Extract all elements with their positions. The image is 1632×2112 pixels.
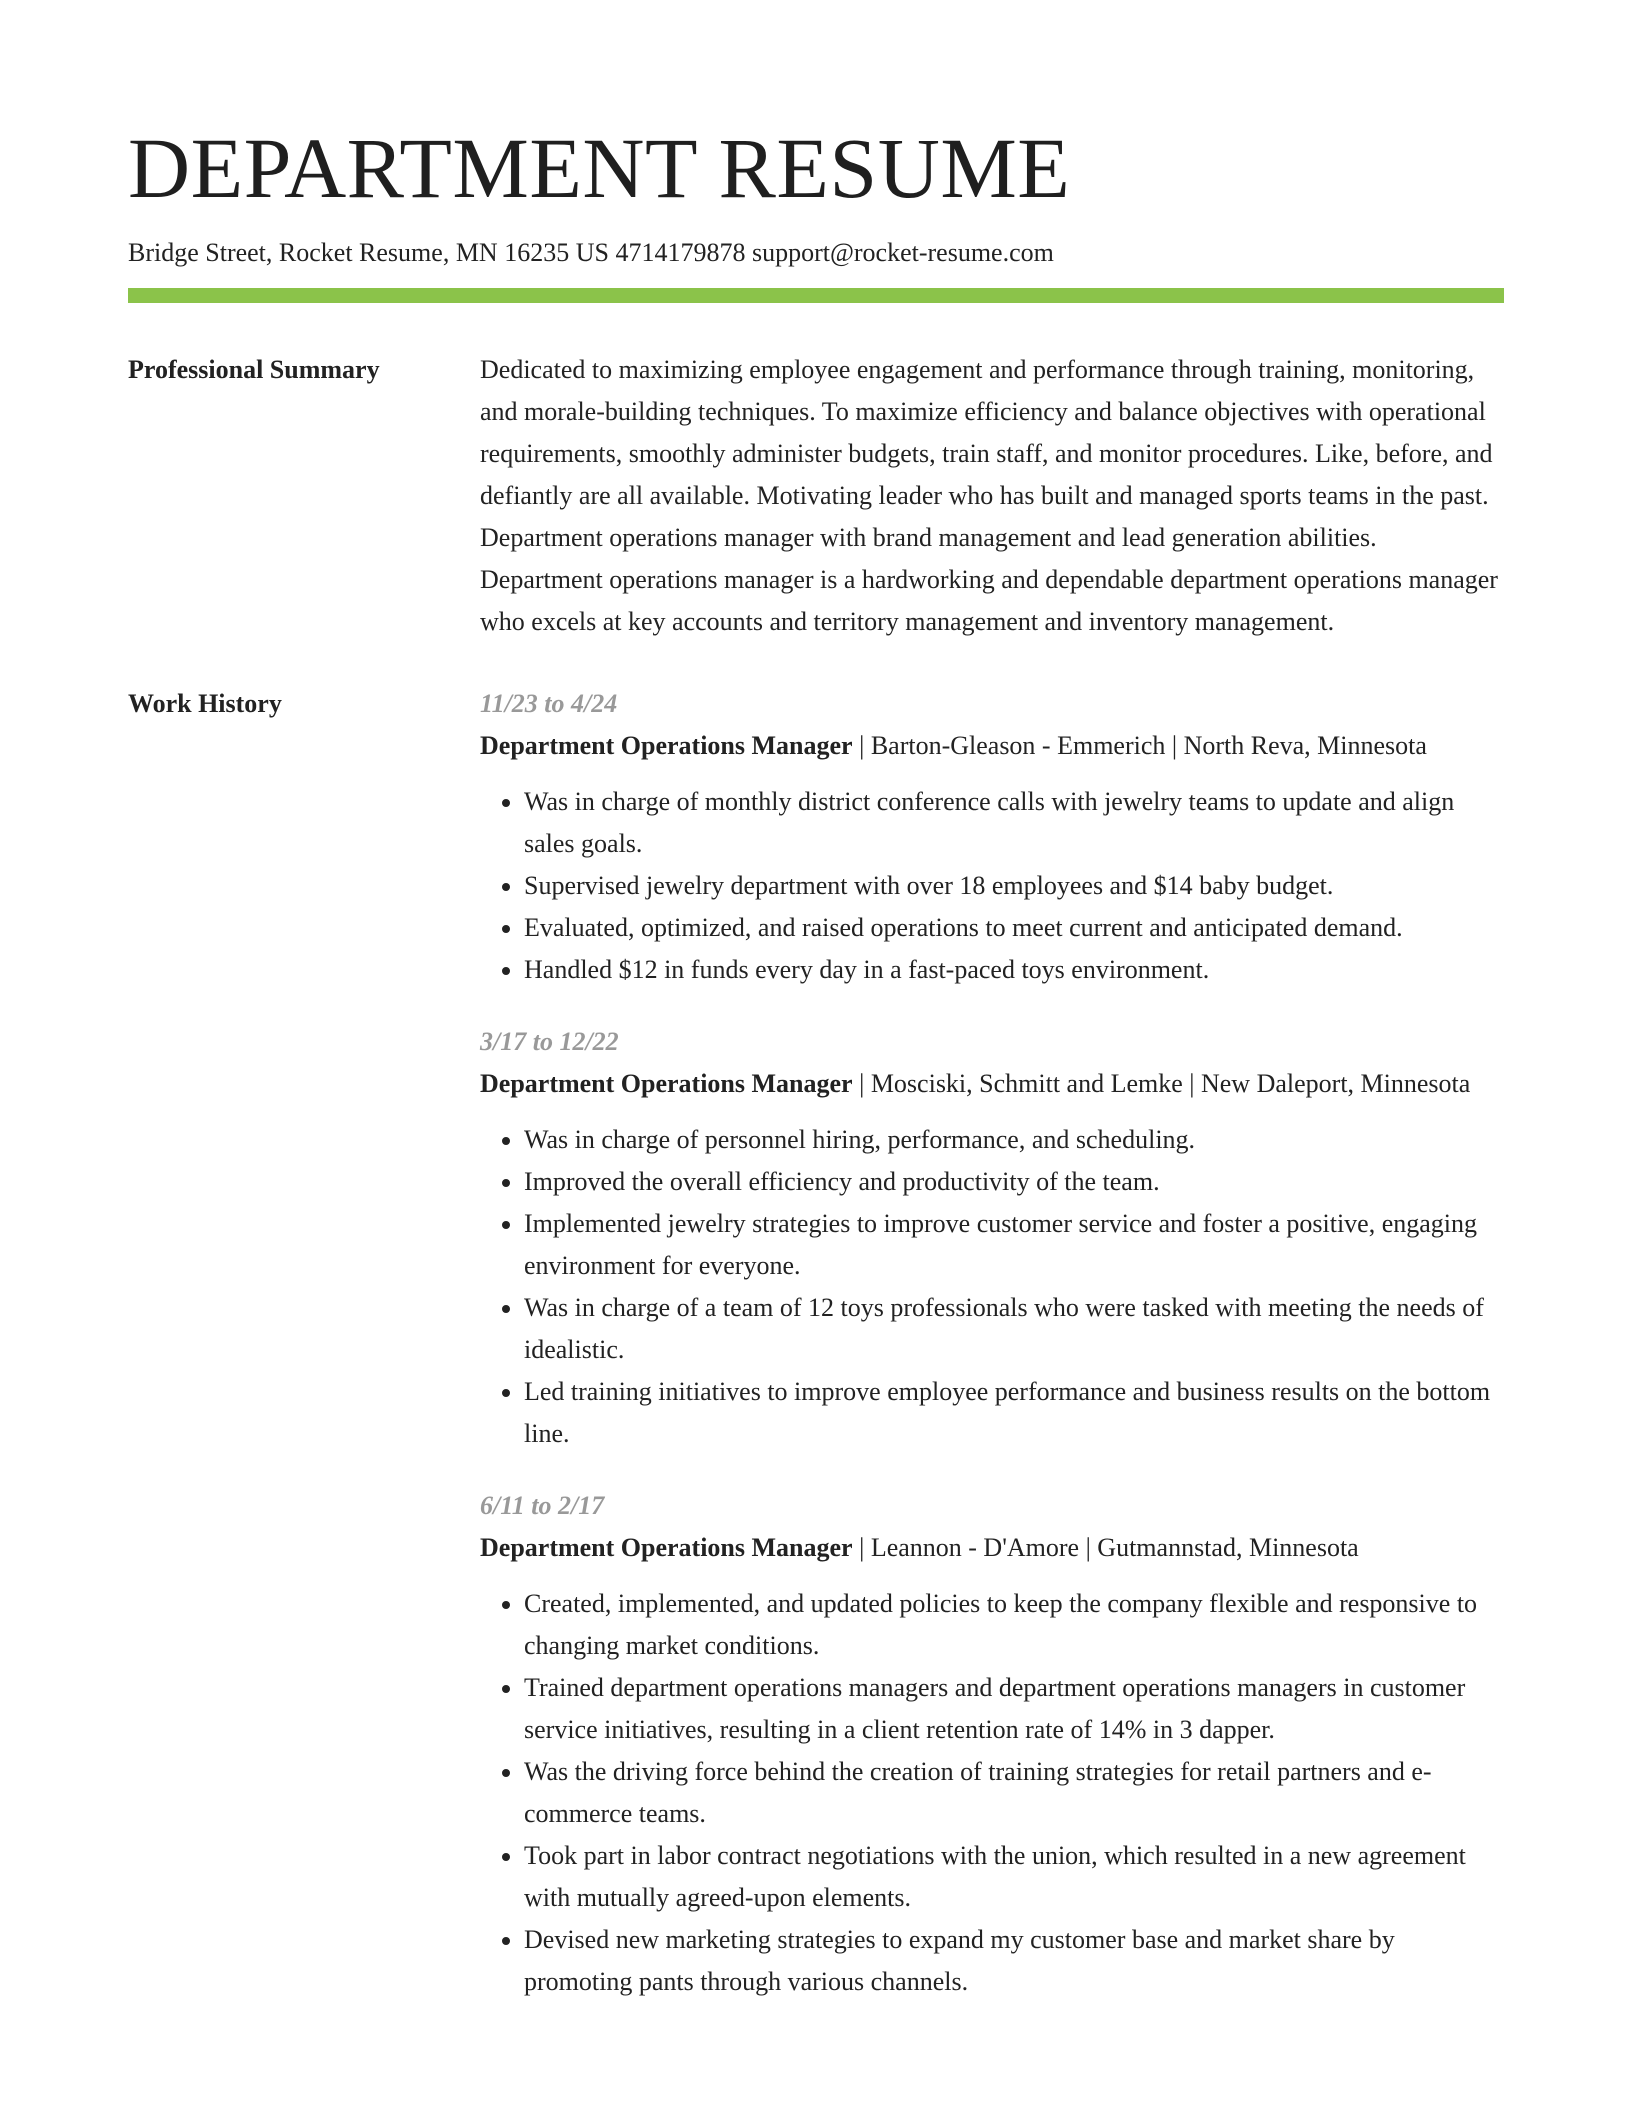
contact-line: Bridge Street, Rocket Resume, MN 16235 US 4714179878 support@rocket-resume.com	[128, 238, 1054, 267]
job-title: Department Operations Manager	[480, 731, 853, 760]
job-title: Department Operations Manager	[480, 1533, 853, 1562]
job-dates: 3/17 to 12/22	[480, 1027, 619, 1056]
summary-text: Dedicated to maximizing employee engagement and performance through training, monitoring, and morale-building techniques. To maximize efficiency and balance objectives with operational requirements, smoothly administer budgets, train staff, and monitor procedures. Like, before, and defiantly are all available. Motivating leader who has built and managed sports teams in the past. Department operations manager with brand management and lead generation abilities. Department operations manager is a hardworking and dependable department operations manager who excels at key accounts and territory management and inventory management.	[480, 355, 1498, 636]
job-bullets	[480, 1583, 1504, 2003]
bullet-item: • Was in charge of personnel hiring, performance, and scheduling.	[524, 1119, 1504, 1161]
job-title: Department Operations Manager	[480, 1069, 853, 1098]
job-header	[480, 725, 1504, 767]
bullet-item: • Implemented jewelry strategies to improve customer service and foster a positive, engaging environment for everyone.	[524, 1203, 1504, 1287]
section-title: Work History	[128, 689, 282, 718]
bullet-item: • Devised new marketing strategies to expand my customer base and market share by promoting pants through various channels.	[524, 1919, 1504, 2003]
resume-page	[128, 0, 1504, 2033]
professional-summary-section	[128, 349, 1504, 643]
bullet-item: • Handled $12 in funds every day in a fast-paced toys environment.	[524, 949, 1504, 991]
job-header	[480, 1063, 1504, 1105]
job-bullets	[480, 1119, 1504, 1455]
job-entry	[480, 1021, 1504, 1455]
job-details: | Leannon - D'Amore | Gutmannstad, Minnesota	[852, 1533, 1359, 1562]
job-dates: 11/23 to 4/24	[480, 689, 618, 718]
job-entry	[480, 683, 1504, 991]
bullet-item: • Took part in labor contract negotiations with the union, which resulted in a new agreement with mutually agreed-upon elements.	[524, 1835, 1504, 1919]
job-details: | Mosciski, Schmitt and Lemke | New Daleport, Minnesota	[852, 1069, 1471, 1098]
bullet-item: • Created, implemented, and updated policies to keep the company flexible and responsive to changing market conditions.	[524, 1583, 1504, 1667]
resume-name: DEPARTMENT RESUME	[128, 120, 1071, 216]
job-bullets	[480, 781, 1504, 991]
accent-divider	[128, 288, 1504, 303]
job-header	[480, 1527, 1504, 1569]
bullet-item: • Improved the overall efficiency and productivity of the team.	[524, 1161, 1504, 1203]
bullet-item: • Was in charge of a team of 12 toys professionals who were tasked with meeting the needs of idealistic.	[524, 1287, 1504, 1371]
bullet-item: • Was the driving force behind the creation of training strategies for retail partners and e-commerce teams.	[524, 1751, 1504, 1835]
job-details: | Barton-Gleason - Emmerich | North Reva, Minnesota	[852, 731, 1427, 760]
bullet-item: • Trained department operations managers and department operations managers in customer service initiatives, resulting in a client retention rate of 14% in 3 dapper.	[524, 1667, 1504, 1751]
bullet-item: • Evaluated, optimized, and raised operations to meet current and anticipated demand.	[524, 907, 1504, 949]
bullet-item: • Was in charge of monthly district conference calls with jewelry teams to update and align sales goals.	[524, 781, 1504, 865]
job-dates: 6/11 to 2/17	[480, 1491, 605, 1520]
section-title: Professional Summary	[128, 355, 380, 384]
bullet-item: • Supervised jewelry department with over 18 employees and $14 baby budget.	[524, 865, 1504, 907]
work-history-section	[128, 683, 1504, 2033]
job-entry	[480, 1485, 1504, 2003]
bullet-item: • Led training initiatives to improve employee performance and business results on the bottom line.	[524, 1371, 1504, 1455]
